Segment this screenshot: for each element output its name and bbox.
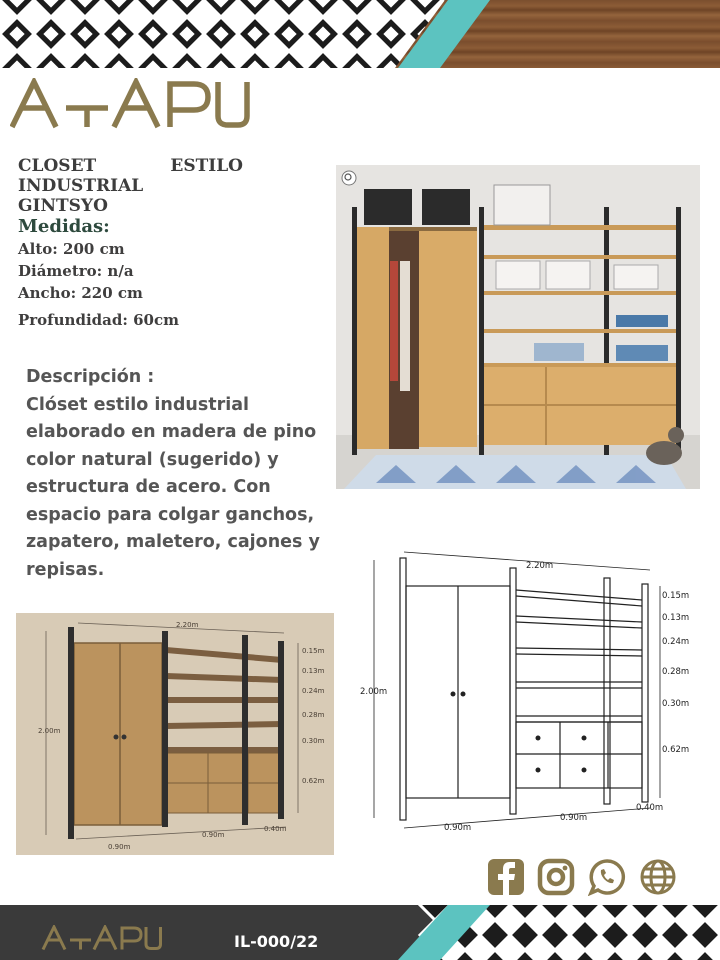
product-title-line2: INDUSTRIAL	[18, 176, 144, 196]
spec-diametro: Diámetro: n/a	[18, 262, 134, 280]
drawing-shelf-label: 0.13m	[662, 613, 690, 623]
description-line: zapatero, maletero, cajones y	[26, 532, 320, 552]
instagram-icon[interactable]	[537, 858, 575, 896]
title-word-estilo: ESTILO	[170, 156, 243, 176]
globe-icon[interactable]	[639, 858, 677, 896]
drawing-bottom-label: 0.40m	[636, 803, 664, 813]
description-block	[26, 364, 326, 584]
drawing-bottom-label: 0.90m	[444, 823, 472, 833]
product-code: IL-000/22	[234, 932, 319, 951]
title-word-closet: CLOSET	[18, 156, 97, 176]
description-line: espacio para colgar ganchos,	[26, 504, 315, 525]
sketch-render	[16, 613, 334, 855]
sketch-bottom-label: 0.90m	[202, 831, 225, 839]
description-line: elaborado en madera de pino	[26, 422, 317, 442]
product-title-line1	[18, 156, 243, 176]
brand-logo	[10, 78, 250, 130]
description-line: estructura de acero. Con	[26, 477, 271, 497]
drawing-shelf-label: 0.30m	[662, 699, 690, 709]
sketch-shelf-label: 0.15m	[302, 647, 325, 655]
specs-block	[18, 156, 243, 331]
facebook-icon[interactable]	[487, 858, 525, 896]
description-line: Clóset estilo industrial	[26, 394, 250, 415]
drawing-height-label: 2.00m	[360, 687, 388, 697]
whatsapp-icon[interactable]	[588, 858, 626, 896]
footer-band	[0, 905, 720, 960]
sketch-height-label: 2.00m	[38, 727, 61, 735]
sketch-shelf-label: 0.13m	[302, 667, 325, 675]
sketch-shelf-label: 0.62m	[302, 777, 325, 785]
footer-logo	[36, 925, 168, 951]
description-line: color natural (sugerido) y	[26, 449, 279, 470]
spec-profundidad: Profundidad: 60cm	[18, 311, 179, 329]
spec-ancho: Ancho: 220 cm	[18, 284, 143, 302]
product-title-line3: GINTSYO	[18, 196, 108, 216]
sketch-bottom-label: 0.90m	[108, 843, 131, 851]
description-line: repisas.	[26, 559, 105, 580]
drawing-bottom-label: 0.90m	[560, 813, 588, 823]
technical-drawing	[360, 548, 690, 838]
drawing-shelf-label: 0.24m	[662, 637, 690, 647]
sketch-width-label: 2.20m	[176, 621, 199, 629]
product-photo	[336, 165, 700, 489]
drawing-shelf-label: 0.62m	[662, 745, 690, 755]
spec-alto: Alto: 200 cm	[18, 240, 125, 258]
description-heading: Descripción :	[26, 367, 155, 387]
sketch-shelf-label: 0.28m	[302, 711, 325, 719]
drawing-width-label: 2.20m	[526, 561, 554, 571]
sketch-shelf-label: 0.30m	[302, 737, 325, 745]
sketch-bottom-label: 0.40m	[264, 825, 287, 833]
header-band	[0, 0, 720, 68]
sketch-shelf-label: 0.24m	[302, 687, 325, 695]
medidas-heading: Medidas:	[18, 216, 110, 237]
drawing-shelf-label: 0.28m	[662, 667, 690, 677]
drawing-shelf-label: 0.15m	[662, 591, 690, 601]
